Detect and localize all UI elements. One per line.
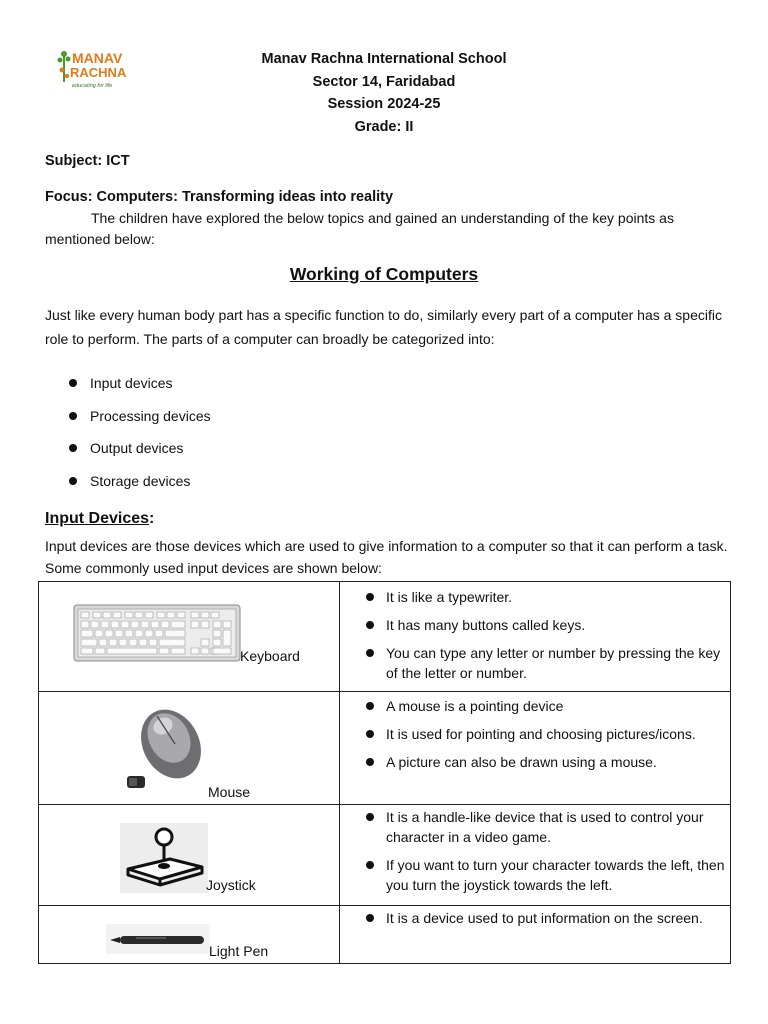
bullet-icon <box>366 730 374 738</box>
device-image-cell <box>39 805 340 906</box>
input-devices-description: Input devices are those devices which are used to give information to a computer so that it can perform a task. Some commonly used input devices are shown below: <box>45 538 728 576</box>
list-item: Processing devices <box>66 406 211 439</box>
list-item: It is a handle-like device that is used to control your character in a video game. <box>340 807 730 847</box>
bullet-icon <box>69 444 77 452</box>
list-item: If you want to turn your character towards the left, then you turn the joystick towards the left. <box>340 855 730 895</box>
school-address: Sector 14, Faridabad <box>312 73 456 90</box>
category-list <box>66 373 211 503</box>
list-item: A mouse is a pointing device <box>340 696 730 716</box>
device-label-light-pen: Light Pen <box>209 943 269 959</box>
list-item: You can type any letter or number by pressing the key of the letter or number. <box>340 643 730 683</box>
bullet-icon <box>366 702 374 710</box>
table-row <box>39 805 731 906</box>
device-description-cell <box>340 906 731 964</box>
device-image-cell <box>39 582 340 692</box>
list-item: A picture can also be drawn using a mouse. <box>340 752 730 772</box>
session: Session 2024-25 <box>327 96 441 112</box>
table-row <box>39 582 731 692</box>
keyboard-image <box>73 604 241 667</box>
device-label-joystick: Joystick <box>206 877 256 893</box>
light-pen-image <box>106 924 210 959</box>
input-devices-table <box>38 581 731 964</box>
grade: Grade: II <box>354 118 414 135</box>
bullet-icon <box>69 477 77 485</box>
list-item: It has many buttons called keys. <box>340 615 730 635</box>
document-header <box>0 48 768 138</box>
list-item: Storage devices <box>66 471 211 504</box>
table-row <box>39 692 731 805</box>
device-image-cell <box>39 692 340 805</box>
joystick-image <box>120 823 208 898</box>
mouse-image <box>123 702 203 799</box>
input-devices-heading: Input Devices: <box>45 510 155 527</box>
list-item: It is like a typewriter. <box>340 587 730 607</box>
list-item: Output devices <box>66 438 211 471</box>
bullet-icon <box>69 412 77 420</box>
section-paragraph: Just like every human body part has a specific function to do, similarly every part of a computer has a specific role to perform. The parts of a computer can broadly be categorized into: <box>45 307 722 347</box>
device-label-keyboard: Keyboard <box>240 648 300 664</box>
device-image-cell <box>39 906 340 964</box>
device-description-cell <box>340 692 731 805</box>
bullet-icon <box>69 379 77 387</box>
section-title: Working of Computers <box>289 264 479 284</box>
bullet-icon <box>366 813 374 821</box>
bullet-icon <box>366 861 374 869</box>
focus-line: Focus: Computers: Transforming ideas into reality <box>45 189 394 205</box>
logo-line1: MANAV <box>72 50 123 66</box>
list-item: It is a device used to put information on the screen. <box>340 908 730 928</box>
bullet-icon <box>366 649 374 657</box>
logo-line2: RACHNA <box>70 65 127 80</box>
bullet-icon <box>366 914 374 922</box>
device-description-cell <box>340 805 731 906</box>
list-item: Input devices <box>66 373 211 406</box>
subject-line: Subject: ICT <box>45 153 130 169</box>
list-item: It is used for pointing and choosing pictures/icons. <box>340 724 730 744</box>
intro-text: The children have explored the below topics and gained an understanding of the key points as mentioned below: <box>45 210 674 247</box>
bullet-icon <box>366 621 374 629</box>
school-name: Manav Rachna International School <box>261 51 507 67</box>
logo-tagline: educating for life <box>72 83 113 89</box>
device-description-cell <box>340 582 731 692</box>
device-label-mouse: Mouse <box>208 784 251 800</box>
bullet-icon <box>366 758 374 766</box>
table-row <box>39 906 731 964</box>
bullet-icon <box>366 593 374 601</box>
